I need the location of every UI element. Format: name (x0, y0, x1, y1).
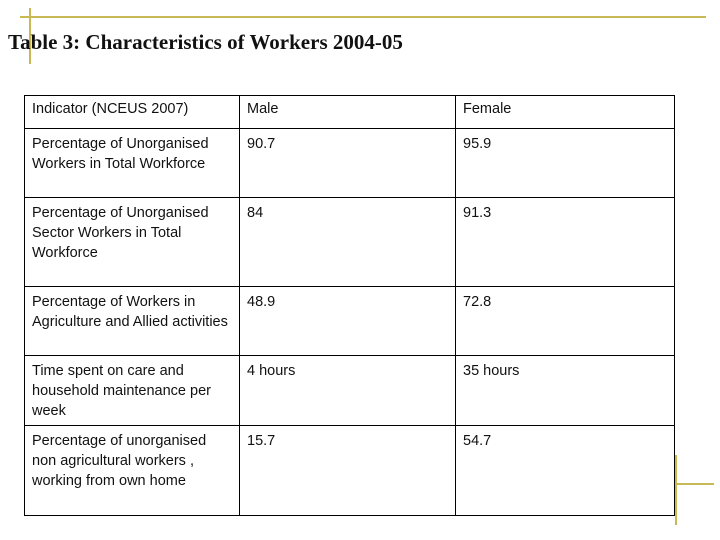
table-row (25, 426, 675, 516)
indicator-cell: Time spent on care and household maintenance per week (25, 356, 240, 426)
male-value-cell: 48.9 (240, 287, 456, 356)
table-row (25, 287, 675, 356)
male-value-cell: 4 hours (240, 356, 456, 426)
female-value-cell: 54.7 (456, 426, 675, 516)
male-value-cell: 90.7 (240, 129, 456, 198)
column-header-female: Female (456, 96, 675, 129)
slide-title: Table 3: Characteristics of Workers 2004-05 (8, 30, 403, 54)
workers-characteristics-table (24, 95, 675, 516)
male-value-cell: 84 (240, 198, 456, 287)
female-value-cell: 95.9 (456, 129, 675, 198)
column-header-indicator: Indicator (NCEUS 2007) (25, 96, 240, 129)
male-value-cell: 15.7 (240, 426, 456, 516)
indicator-cell: Percentage of Unorganised Sector Workers in Total Workforce (25, 198, 240, 287)
indicator-cell: Percentage of Unorganised Workers in Total Workforce (25, 129, 240, 198)
table-row (25, 129, 675, 198)
female-value-cell: 91.3 (456, 198, 675, 287)
table-header-row (25, 96, 675, 129)
indicator-cell: Percentage of Workers in Agriculture and Allied activities (25, 287, 240, 356)
female-value-cell: 35 hours (456, 356, 675, 426)
table-row (25, 198, 675, 287)
column-header-male: Male (240, 96, 456, 129)
table-row (25, 356, 675, 426)
female-value-cell: 72.8 (456, 287, 675, 356)
decorative-rule-top (20, 16, 706, 18)
indicator-cell: Percentage of unorganised non agricultural workers , working from own home (25, 426, 240, 516)
decorative-rule-right (675, 455, 677, 525)
